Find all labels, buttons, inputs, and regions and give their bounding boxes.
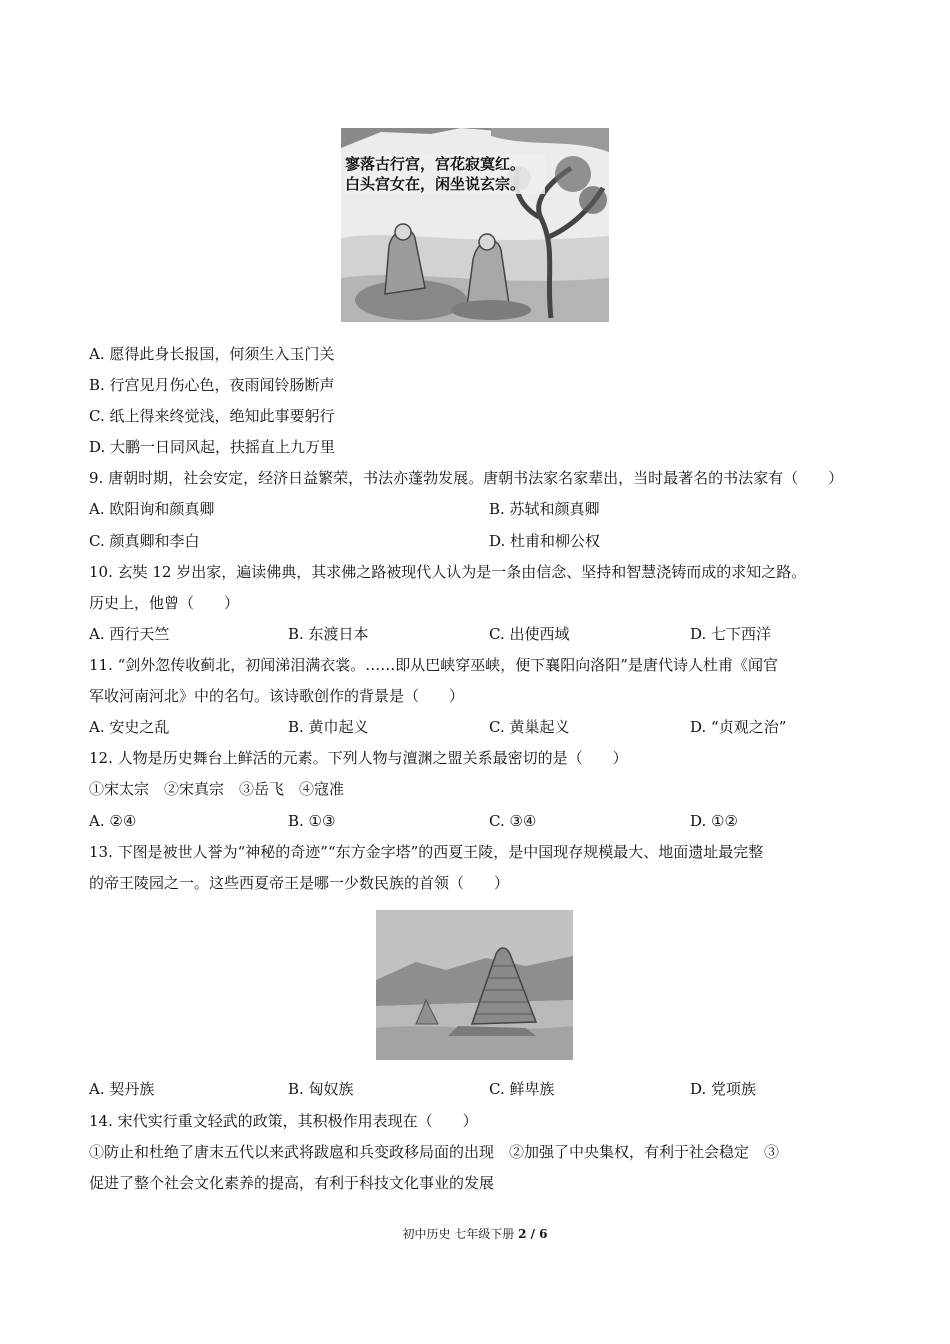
- poem-line-2: 白头宫女在，闲坐说玄宗。: [345, 175, 526, 193]
- q11-stem-line-1: 11. “剑外忽传收蓟北，初闻涕泪满衣裳。……即从巴峡穿巫峡，便下襄阳向洛阳”是唐代诗人杜甫《闻官: [89, 656, 778, 674]
- q10-option-a: A. 西行天竺: [89, 625, 170, 643]
- q11-option-a: A. 安史之乱: [89, 718, 170, 736]
- poem-caption: [345, 154, 545, 194]
- q14-items-line-1: ①防止和杜绝了唐末五代以来武将跋扈和兵变政移局面的出现 ②加强了中央集权，有利于社会稳定 ③: [89, 1143, 780, 1161]
- q8-option-a: A. 愿得此身长报国，何须生入玉门关: [89, 345, 335, 363]
- q9-option-d: D. 杜甫和柳公权: [489, 532, 601, 550]
- page-number: 2 / 6: [518, 1227, 548, 1241]
- q13-option-b: B. 匈奴族: [288, 1080, 354, 1098]
- q10-stem-line-2: 历史上，他曾（ ）: [89, 594, 240, 612]
- q9-option-a: A. 欧阳询和颜真卿: [89, 500, 215, 518]
- q11-stem-line-2: 军收河南河北》中的名句。该诗歌创作的背景是（ ）: [89, 687, 465, 705]
- q9-option-c: C. 颜真卿和李白: [89, 532, 200, 550]
- q13-stem-line-2: 的帝王陵园之一。这些西夏帝王是哪一少数民族的首领（ ）: [89, 874, 510, 892]
- q8-option-b: B. 行宫见月伤心色，夜雨闻铃肠断声: [89, 376, 335, 394]
- q12-option-a: A. ②④: [89, 812, 137, 830]
- q12-stem: 12. 人物是历史舞台上鲜活的元素。下列人物与澶渊之盟关系最密切的是（ ）: [89, 749, 628, 767]
- xixia-tomb-drawing: [376, 910, 573, 1060]
- q11-option-b: B. 黄巾起义: [288, 718, 369, 736]
- xixia-tomb-photo: [376, 910, 573, 1060]
- q13-option-d: D. 党项族: [690, 1080, 757, 1098]
- poem-line-1: 寥落古行宫，宫花寂寞红。: [345, 155, 526, 173]
- q13-option-c: C. 鲜卑族: [489, 1080, 555, 1098]
- q12-option-c: C. ③④: [489, 812, 537, 830]
- q10-option-d: D. 七下西洋: [690, 625, 772, 643]
- page-footer: [0, 1226, 950, 1242]
- q12-option-b: B. ①③: [288, 812, 336, 830]
- q11-option-d: D. “贞观之治”: [690, 718, 787, 736]
- poem-illustration: [341, 128, 609, 322]
- q12-option-d: D. ①②: [690, 812, 738, 830]
- q14-stem: 14. 宋代实行重文轻武的政策，其积极作用表现在（ ）: [89, 1112, 478, 1130]
- q10-option-c: C. 出使西域: [489, 625, 570, 643]
- q10-stem-line-1: 10. 玄奘 12 岁出家，遍读佛典，其求佛之路被现代人认为是一条由信念、坚持和智慧浇铸而成的求知之路。: [89, 563, 807, 581]
- q8-option-d: D. 大鹏一日同风起，扶摇直上九万里: [89, 438, 336, 456]
- q13-option-a: A. 契丹族: [89, 1080, 155, 1098]
- q9-option-b: B. 苏轼和颜真卿: [489, 500, 600, 518]
- q11-option-c: C. 黄巢起义: [489, 718, 570, 736]
- q13-stem-line-1: 13. 下图是被世人誉为“神秘的奇迹”“东方金字塔”的西夏王陵，是中国现存规模最大、地面遗址最完整: [89, 843, 764, 861]
- q10-option-b: B. 东渡日本: [288, 625, 369, 643]
- q14-items-line-2: 促进了整个社会文化素养的提高，有利于科技文化事业的发展: [89, 1174, 495, 1192]
- q12-items: ①宋太宗 ②宋真宗 ③岳飞 ④寇准: [89, 780, 345, 798]
- q9-stem: 9. 唐朝时期，社会安定，经济日益繁荣，书法亦蓬勃发展。唐朝书法家名家辈出，当时最著名的书法家有（ ）: [89, 469, 844, 487]
- footer-text: 初中历史 七年级下册: [402, 1227, 519, 1241]
- q8-option-c: C. 纸上得来终觉浅，绝知此事要躬行: [89, 407, 335, 425]
